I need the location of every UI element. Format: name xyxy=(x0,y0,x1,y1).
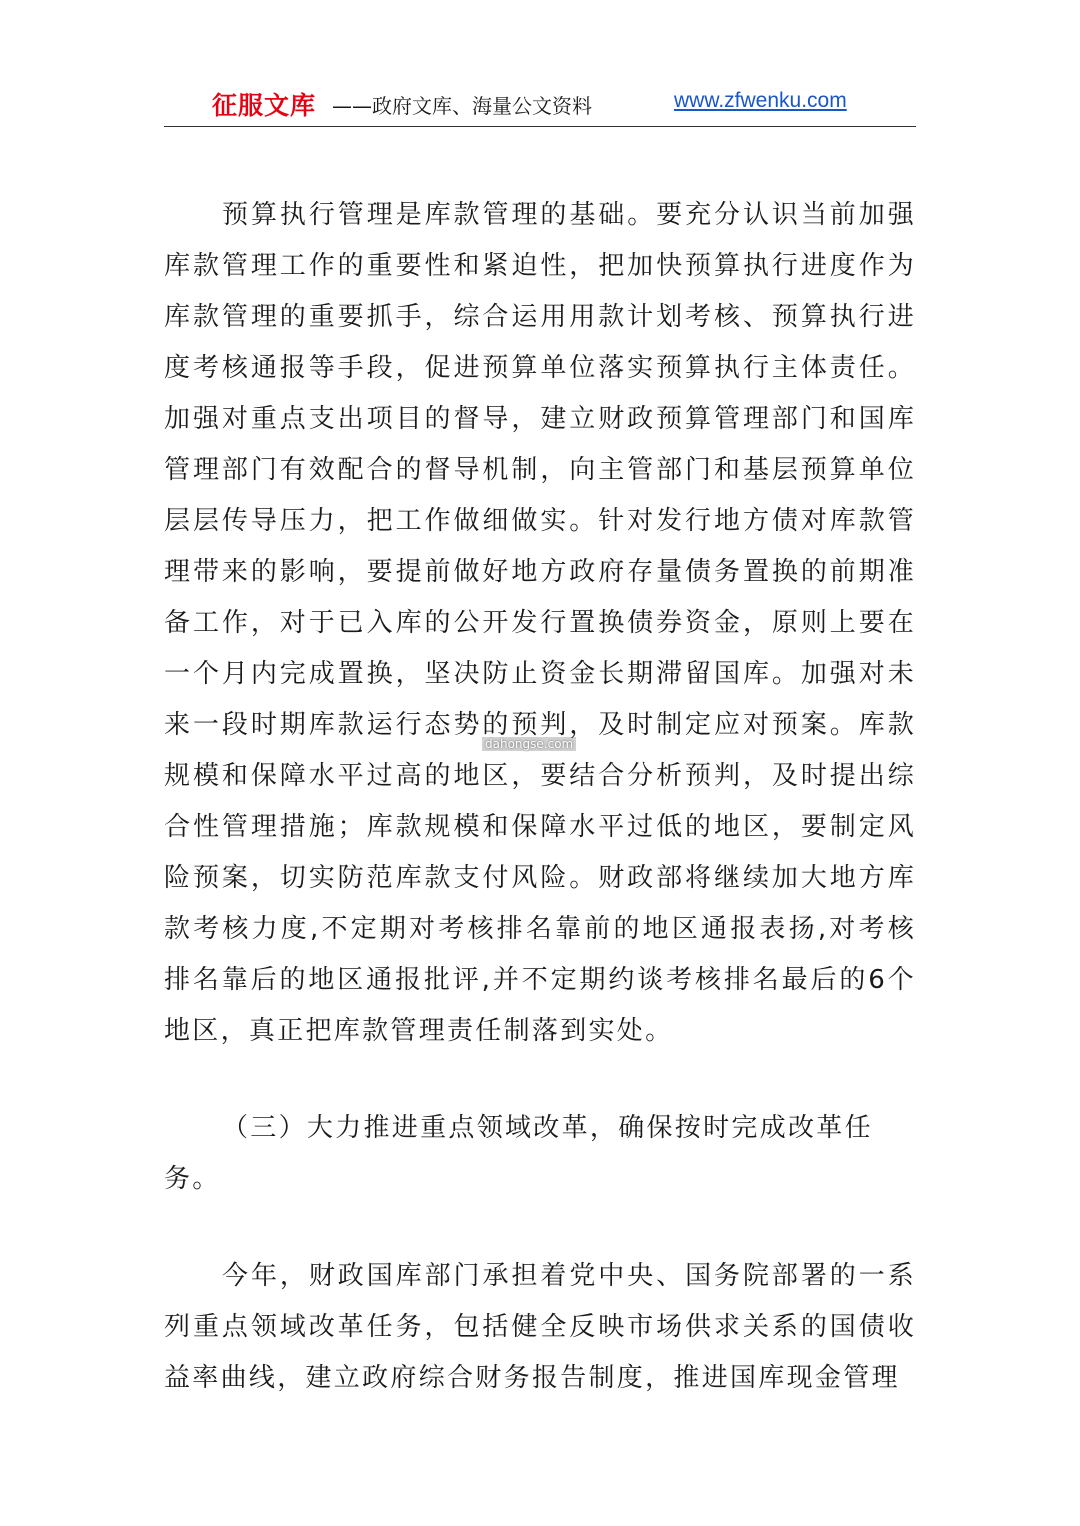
document-body xyxy=(164,190,916,1404)
section-heading-3: （三）大力推进重点领域改革，确保按时完成改革任务。 xyxy=(164,1113,873,1194)
brand-logo-text: 征服文库 xyxy=(212,91,317,120)
site-url-link[interactable]: www.zfwenku.com xyxy=(674,89,847,112)
body-paragraph-2: 今年，财政国库部门承担着党中央、国务院部署的一系列重点领域改革任务，包括健全反映市场供求关系的国债收益率曲线，建立政府综合财务报告制度，推进国库现金管理 xyxy=(164,1261,916,1393)
watermark: dahongse.com xyxy=(482,737,576,751)
header-tagline: ——政府文库、海量公文资料 xyxy=(332,94,592,118)
body-paragraph-1: 预算执行管理是库款管理的基础。要充分认识当前加强库款管理工作的重要性和紧迫性，把加快预算执行进度作为库款管理的重要抓手，综合运用用款计划考核、预算执行进度考核通报等手段，促进预算单位落实预算执行主体责任。加强对重点支出项目的督导，建立财政预算管理部门和国库管理部门有效配合的督导机制，向主管部门和基层预算单位层层传导压力，把工作做细做实。针对发行地方债对库款管理带来的影响，要提前做好地方政府存量债务置换的前期准备工作，对于已入库的公开发行置换债券资金，原则上要在一个月内完成置换，坚决防止资金长期滞留国库。加强对未来一段时期库款运行态势的预判，及时制定应对预案。库款规模和保障水平过高的地区，要结合分析预判，及时提出综合性管理措施；库款规模和保障水平过低的地区，要制定风险预案，切实防范库款支付风险。财政部将继续加大地方库款考核力度,不定期对考核排名靠前的地区通报表扬,对考核排名靠后的地区通报批评,并不定期约谈考核排名最后的6个地区，真正把库款管理责任制落到实处。 xyxy=(164,200,916,1046)
page-header xyxy=(164,84,916,127)
